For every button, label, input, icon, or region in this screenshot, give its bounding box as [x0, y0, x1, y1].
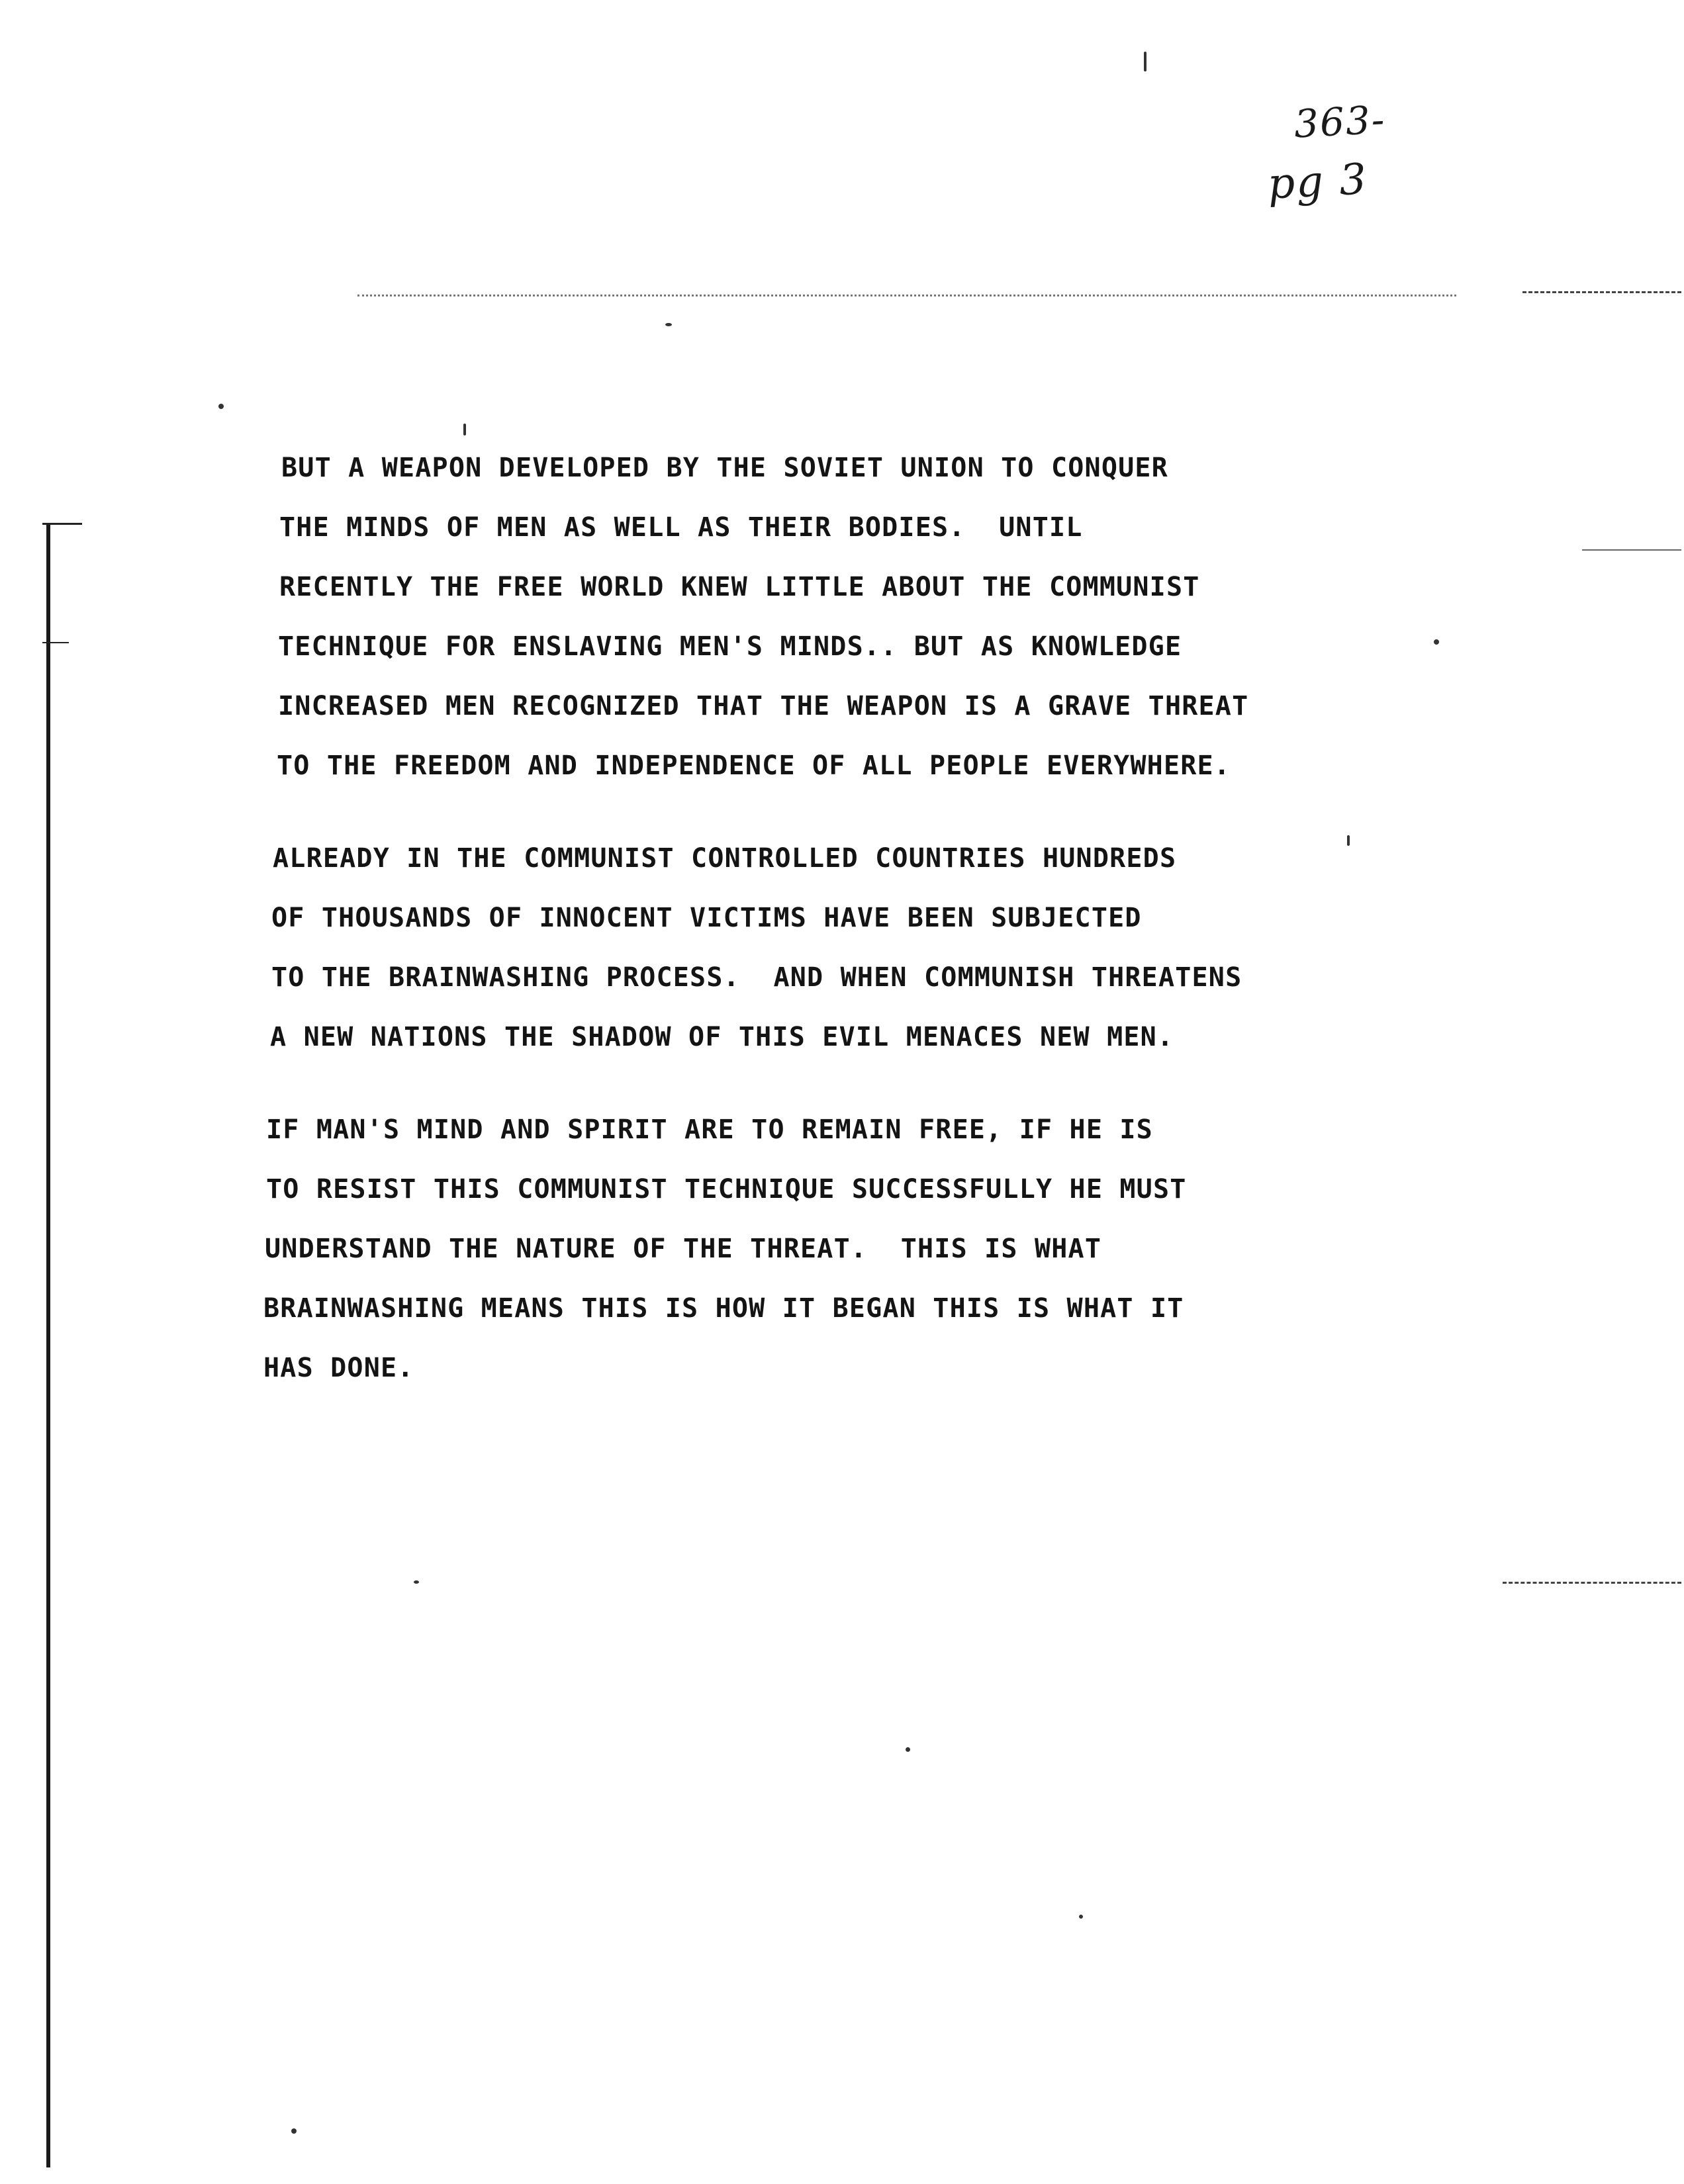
text-line: TO THE FREEDOM AND INDEPENDENCE OF ALL PEOPLE EVERYWHERE.	[277, 751, 1231, 781]
text-line: OF THOUSANDS OF INNOCENT VICTIMS HAVE BEEN SUBJECTED	[271, 903, 1142, 933]
text-line: TO RESIST THIS COMMUNIST TECHNIQUE SUCCESSFULLY HE MUST	[266, 1174, 1187, 1205]
text-line: ALREADY IN THE COMMUNIST CONTROLLED COUNTRIES HUNDREDS	[273, 843, 1177, 874]
text-line: TO THE BRAINWASHING PROCESS. AND WHEN COMMUNISH THREATENS	[271, 962, 1242, 993]
text-line: HAS DONE.	[263, 1353, 414, 1383]
text-line: BRAINWASHING MEANS THIS IS HOW IT BEGAN THIS IS WHAT IT	[263, 1293, 1184, 1324]
text-line: INCREASED MEN RECOGNIZED THAT THE WEAPON IS A GRAVE THREAT	[278, 691, 1249, 721]
text-line: TECHNIQUE FOR ENSLAVING MEN'S MINDS.. BUT AS KNOWLEDGE	[278, 631, 1182, 662]
text-line: A NEW NATIONS THE SHADOW OF THIS EVIL MENACES NEW MEN.	[270, 1022, 1174, 1052]
handwritten-page-number: pg 3	[1266, 155, 1369, 209]
text-line: THE MINDS OF MEN AS WELL AS THEIR BODIES. UNTIL	[279, 512, 1083, 543]
text-line: IF MAN'S MIND AND SPIRIT ARE TO REMAIN FREE, IF HE IS	[266, 1115, 1153, 1145]
handwritten-document-number: 363-	[1293, 97, 1387, 147]
text-line: RECENTLY THE FREE WORLD KNEW LITTLE ABOUT THE COMMUNIST	[279, 572, 1200, 602]
text-line: BUT A WEAPON DEVELOPED BY THE SOVIET UNION TO CONQUER	[281, 453, 1168, 483]
text-line: UNDERSTAND THE NATURE OF THE THREAT. THIS IS WHAT	[265, 1234, 1102, 1264]
